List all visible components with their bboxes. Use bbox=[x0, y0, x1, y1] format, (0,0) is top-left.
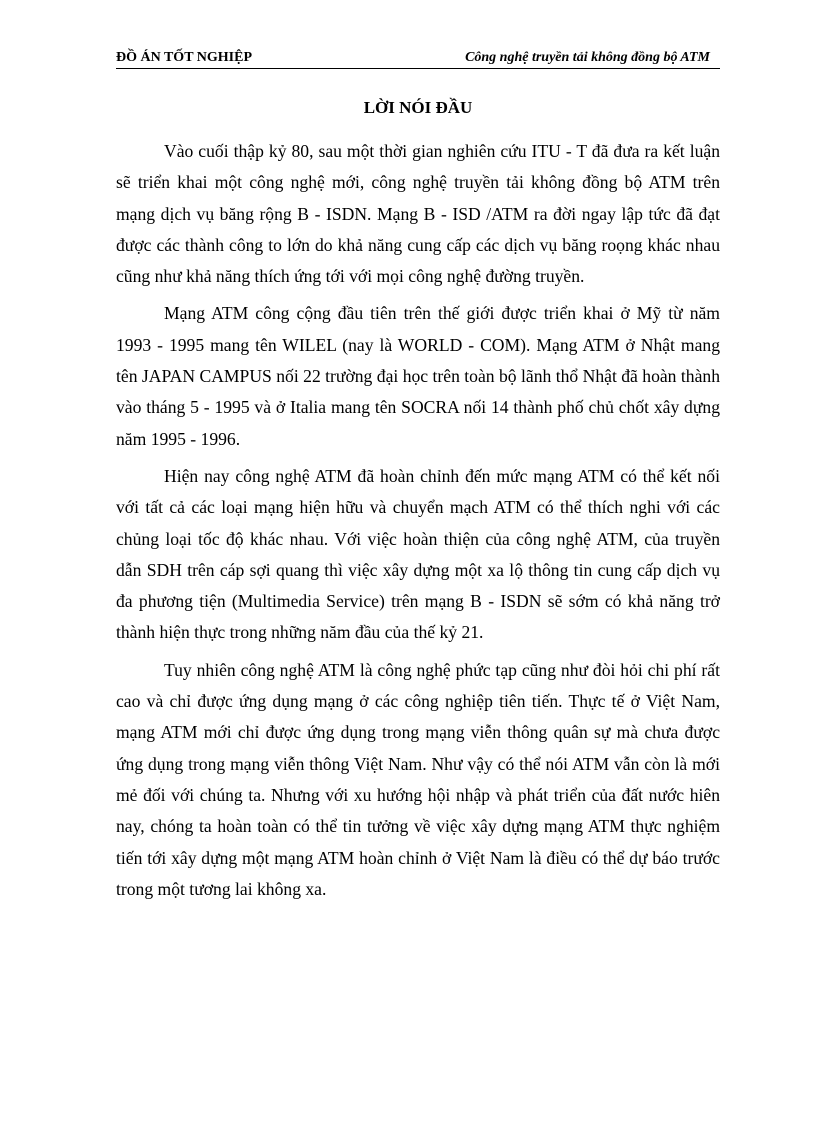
paragraph-3: Hiện nay công nghệ ATM đã hoàn chỉnh đến mức mạng ATM có thể kết nối với tất cả các loại mạng hiện hữu và chuyển mạch ATM có thể thích nghi với các chủng loại tốc độ khác nhau. Với việc hoàn thiện của công nghệ ATM, của truyền dẫn SDH trên cáp sợi quang thì việc xây dựng một xa lộ thông tin cung cấp dịch vụ đa phương tiện (Multimedia Service) trên mạng B - ISDN sẽ sớm có khả năng trở thành hiện thực trong những năm đầu của thế kỷ 21. bbox=[116, 465, 720, 643]
page-header bbox=[116, 48, 720, 68]
header-document-topic: Công nghệ truyền tải không đồng bộ ATM bbox=[465, 50, 710, 65]
body-text bbox=[116, 136, 720, 911]
paragraph-4: Tuy nhiên công nghệ ATM là công nghệ phức tạp cũng như đòi hỏi chi phí rất cao và chỉ được ứng dụng mạng ở các công nghiệp tiên tiến. Thực tế ở Việt Nam, mạng ATM mới chỉ được ứng dụng trong mạng viễn thông quân sự mà chưa được ứng dụng trong mạng viễn thông Việt Nam. Như vậy có thể nói ATM vẫn còn là mới mẻ đối với chúng ta. Nhưng với xu hướng hội nhập và phát triển của đất nước hiên nay, chóng ta hoàn toàn có thể tin tưởng về việc xây dựng mạng ATM thực nghiệm tiến tới xây dựng một mạng ATM hoàn chỉnh ở Việt Nam là điều có thể dự báo trước trong một tương lai không xa. bbox=[116, 659, 720, 899]
header-document-type: ĐỒ ÁN TỐT NGHIỆP bbox=[116, 50, 253, 65]
header-divider bbox=[116, 68, 720, 69]
paragraph-1: Vào cuối thập kỷ 80, sau một thời gian nghiên cứu ITU - T đã đưa ra kết luận sẽ triển khai một công nghệ mới, công nghệ truyền tải không đồng bộ ATM trên mạng dịch vụ băng rộng B - ISDN. Mạng B - ISD /ATM ra đời ngay lập tức đã đạt được các thành công to lớn do khả năng cung cấp các dịch vụ băng roọng khác nhau cũng như khả năng thích ứng tới với mọi công nghệ đường truyền. bbox=[116, 141, 720, 287]
paragraph-2: Mạng ATM công cộng đầu tiên trên thế giới được triển khai ở Mỹ từ năm 1993 - 1995 mang tên WILEL (nay là WORLD - COM). Mạng ATM ở Nhật mang tên JAPAN CAMPUS nối 22 trường đại học trên toàn bộ lãnh thổ Nhật đã hoàn thành vào tháng 5 - 1995 và ở Italia mang tên SOCRA nối 14 thành phố chủ chốt xây dựng năm 1995 - 1996. bbox=[116, 303, 720, 449]
page-title: LỜI NÓI ĐẦU bbox=[363, 98, 473, 117]
